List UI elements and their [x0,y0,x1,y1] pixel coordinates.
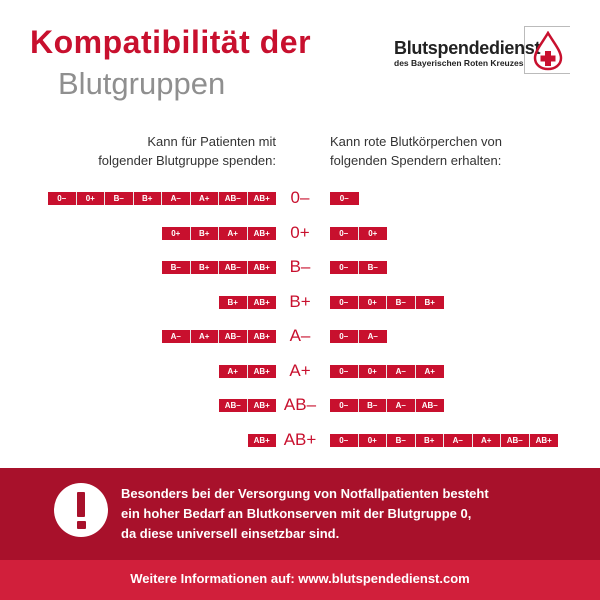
donate-group-cell: AB– [219,261,248,274]
exclamation-icon [54,483,108,537]
donate-group-cell: A+ [219,365,248,378]
page-title: Kompatibilität der [30,24,312,60]
receive-group-cell: 0– [330,296,359,309]
donate-to-groups [162,261,276,274]
blood-group-row [0,326,600,346]
receive-from-groups [330,192,359,205]
blood-group-label: 0+ [290,222,310,242]
donate-group-cell: 0– [48,192,77,205]
donate-group-cell: 0+ [162,227,191,240]
donate-group-cell: A+ [191,330,220,343]
receive-column-heading [330,132,502,170]
donate-group-cell: AB– [219,399,248,412]
donate-group-cell: AB+ [248,399,277,412]
receive-group-cell: 0– [330,261,359,274]
receive-group-cell: 0– [330,365,359,378]
receive-group-cell: 0– [330,399,359,412]
blood-group-label: 0– [290,188,310,207]
donate-group-cell: AB+ [248,261,277,274]
receive-group-cell: AB– [501,434,530,447]
donate-group-cell: B– [162,261,191,274]
donate-group-cell: AB+ [248,434,277,447]
notice-line1: Besonders bei der Versorgung von Notfallpatienten besteht [121,486,489,501]
donate-group-cell: B+ [219,296,248,309]
blood-group-row [0,188,600,208]
logo [394,38,540,68]
receive-group-cell: A+ [473,434,502,447]
receive-from-groups [330,227,387,240]
notice-line2: ein hoher Bedarf an Blutkonserven mit der Blutgruppe 0, [121,506,472,521]
receive-from-groups [330,434,558,447]
donate-group-cell: 0+ [77,192,106,205]
receive-group-cell: 0+ [359,434,388,447]
donate-to-groups [219,365,276,378]
receive-group-cell: 0+ [359,296,388,309]
blood-group-row [0,257,600,277]
receive-group-cell: A– [359,330,388,343]
donate-group-cell: AB– [219,192,248,205]
blood-group-label: B+ [289,291,311,311]
donate-heading-line1: Kann für Patienten mit [147,134,276,149]
receive-from-groups [330,330,387,343]
receive-group-cell: B– [359,261,388,274]
receive-group-cell: A– [444,434,473,447]
receive-group-cell: A+ [416,365,445,378]
donate-group-cell: AB+ [248,192,277,205]
blood-group-row [0,395,600,415]
blood-group-label: A+ [289,360,311,380]
blood-group-row [0,361,600,381]
donate-group-cell: AB+ [248,296,277,309]
donate-group-cell: B+ [191,227,220,240]
donate-group-cell: B– [105,192,134,205]
receive-group-cell: B+ [416,434,445,447]
receive-group-cell: 0– [330,330,359,343]
blood-group-label: AB+ [283,429,317,449]
receive-from-groups [330,261,387,274]
receive-group-cell: AB+ [530,434,559,447]
receive-group-cell: 0+ [359,227,388,240]
notice-text [121,484,581,544]
blood-group-label: AB– [283,395,317,414]
receive-from-groups [330,399,444,412]
donate-to-groups [248,434,277,447]
receive-group-cell: 0+ [359,365,388,378]
receive-heading-line1: Kann rote Blutkörperchen von [330,134,502,149]
receive-from-groups [330,365,444,378]
donate-to-groups [219,296,276,309]
blood-group-row [0,292,600,312]
donate-to-groups [219,399,276,412]
receive-group-cell: B+ [416,296,445,309]
donate-to-groups [48,192,276,205]
donate-to-groups [162,227,276,240]
donate-heading-line2: folgender Blutgruppe spenden: [98,153,276,168]
receive-group-cell: 0– [330,227,359,240]
logo-mark [524,26,570,74]
blood-drop-cross-icon [532,31,564,71]
donate-group-cell: A– [162,330,191,343]
donate-group-cell: AB+ [248,365,277,378]
donate-group-cell: AB+ [248,227,277,240]
donate-group-cell: B+ [134,192,163,205]
logo-subtitle: des Bayerischen Roten Kreuzes [394,58,524,68]
donate-group-cell: AB– [219,330,248,343]
receive-group-cell: B– [387,296,416,309]
receive-group-cell: A– [387,365,416,378]
blood-group-label: B– [289,257,311,276]
donate-group-cell: A+ [191,192,220,205]
receive-group-cell: 0– [330,434,359,447]
donate-group-cell: B+ [191,261,220,274]
footer-link[interactable]: Weitere Informationen auf: www.blutspendedienst.com [130,571,470,586]
page-subtitle: Blutgruppen [58,66,226,101]
logo-name: Blutspendedienst [394,38,541,58]
notice-line3: da diese universell einsetzbar sind. [121,526,340,541]
blood-group-label: A– [289,326,311,345]
receive-group-cell: 0– [330,192,359,205]
receive-group-cell: AB– [416,399,445,412]
donate-to-groups [162,330,276,343]
donate-group-cell: AB+ [248,330,277,343]
receive-group-cell: B– [387,434,416,447]
receive-heading-line2: folgenden Spendern erhalten: [330,153,502,168]
donate-group-cell: A+ [219,227,248,240]
donate-group-cell: A– [162,192,191,205]
receive-group-cell: A– [387,399,416,412]
receive-group-cell: B– [359,399,388,412]
blood-group-row [0,430,600,450]
donate-column-heading [98,132,276,170]
blood-group-row [0,223,600,243]
receive-from-groups [330,296,444,309]
